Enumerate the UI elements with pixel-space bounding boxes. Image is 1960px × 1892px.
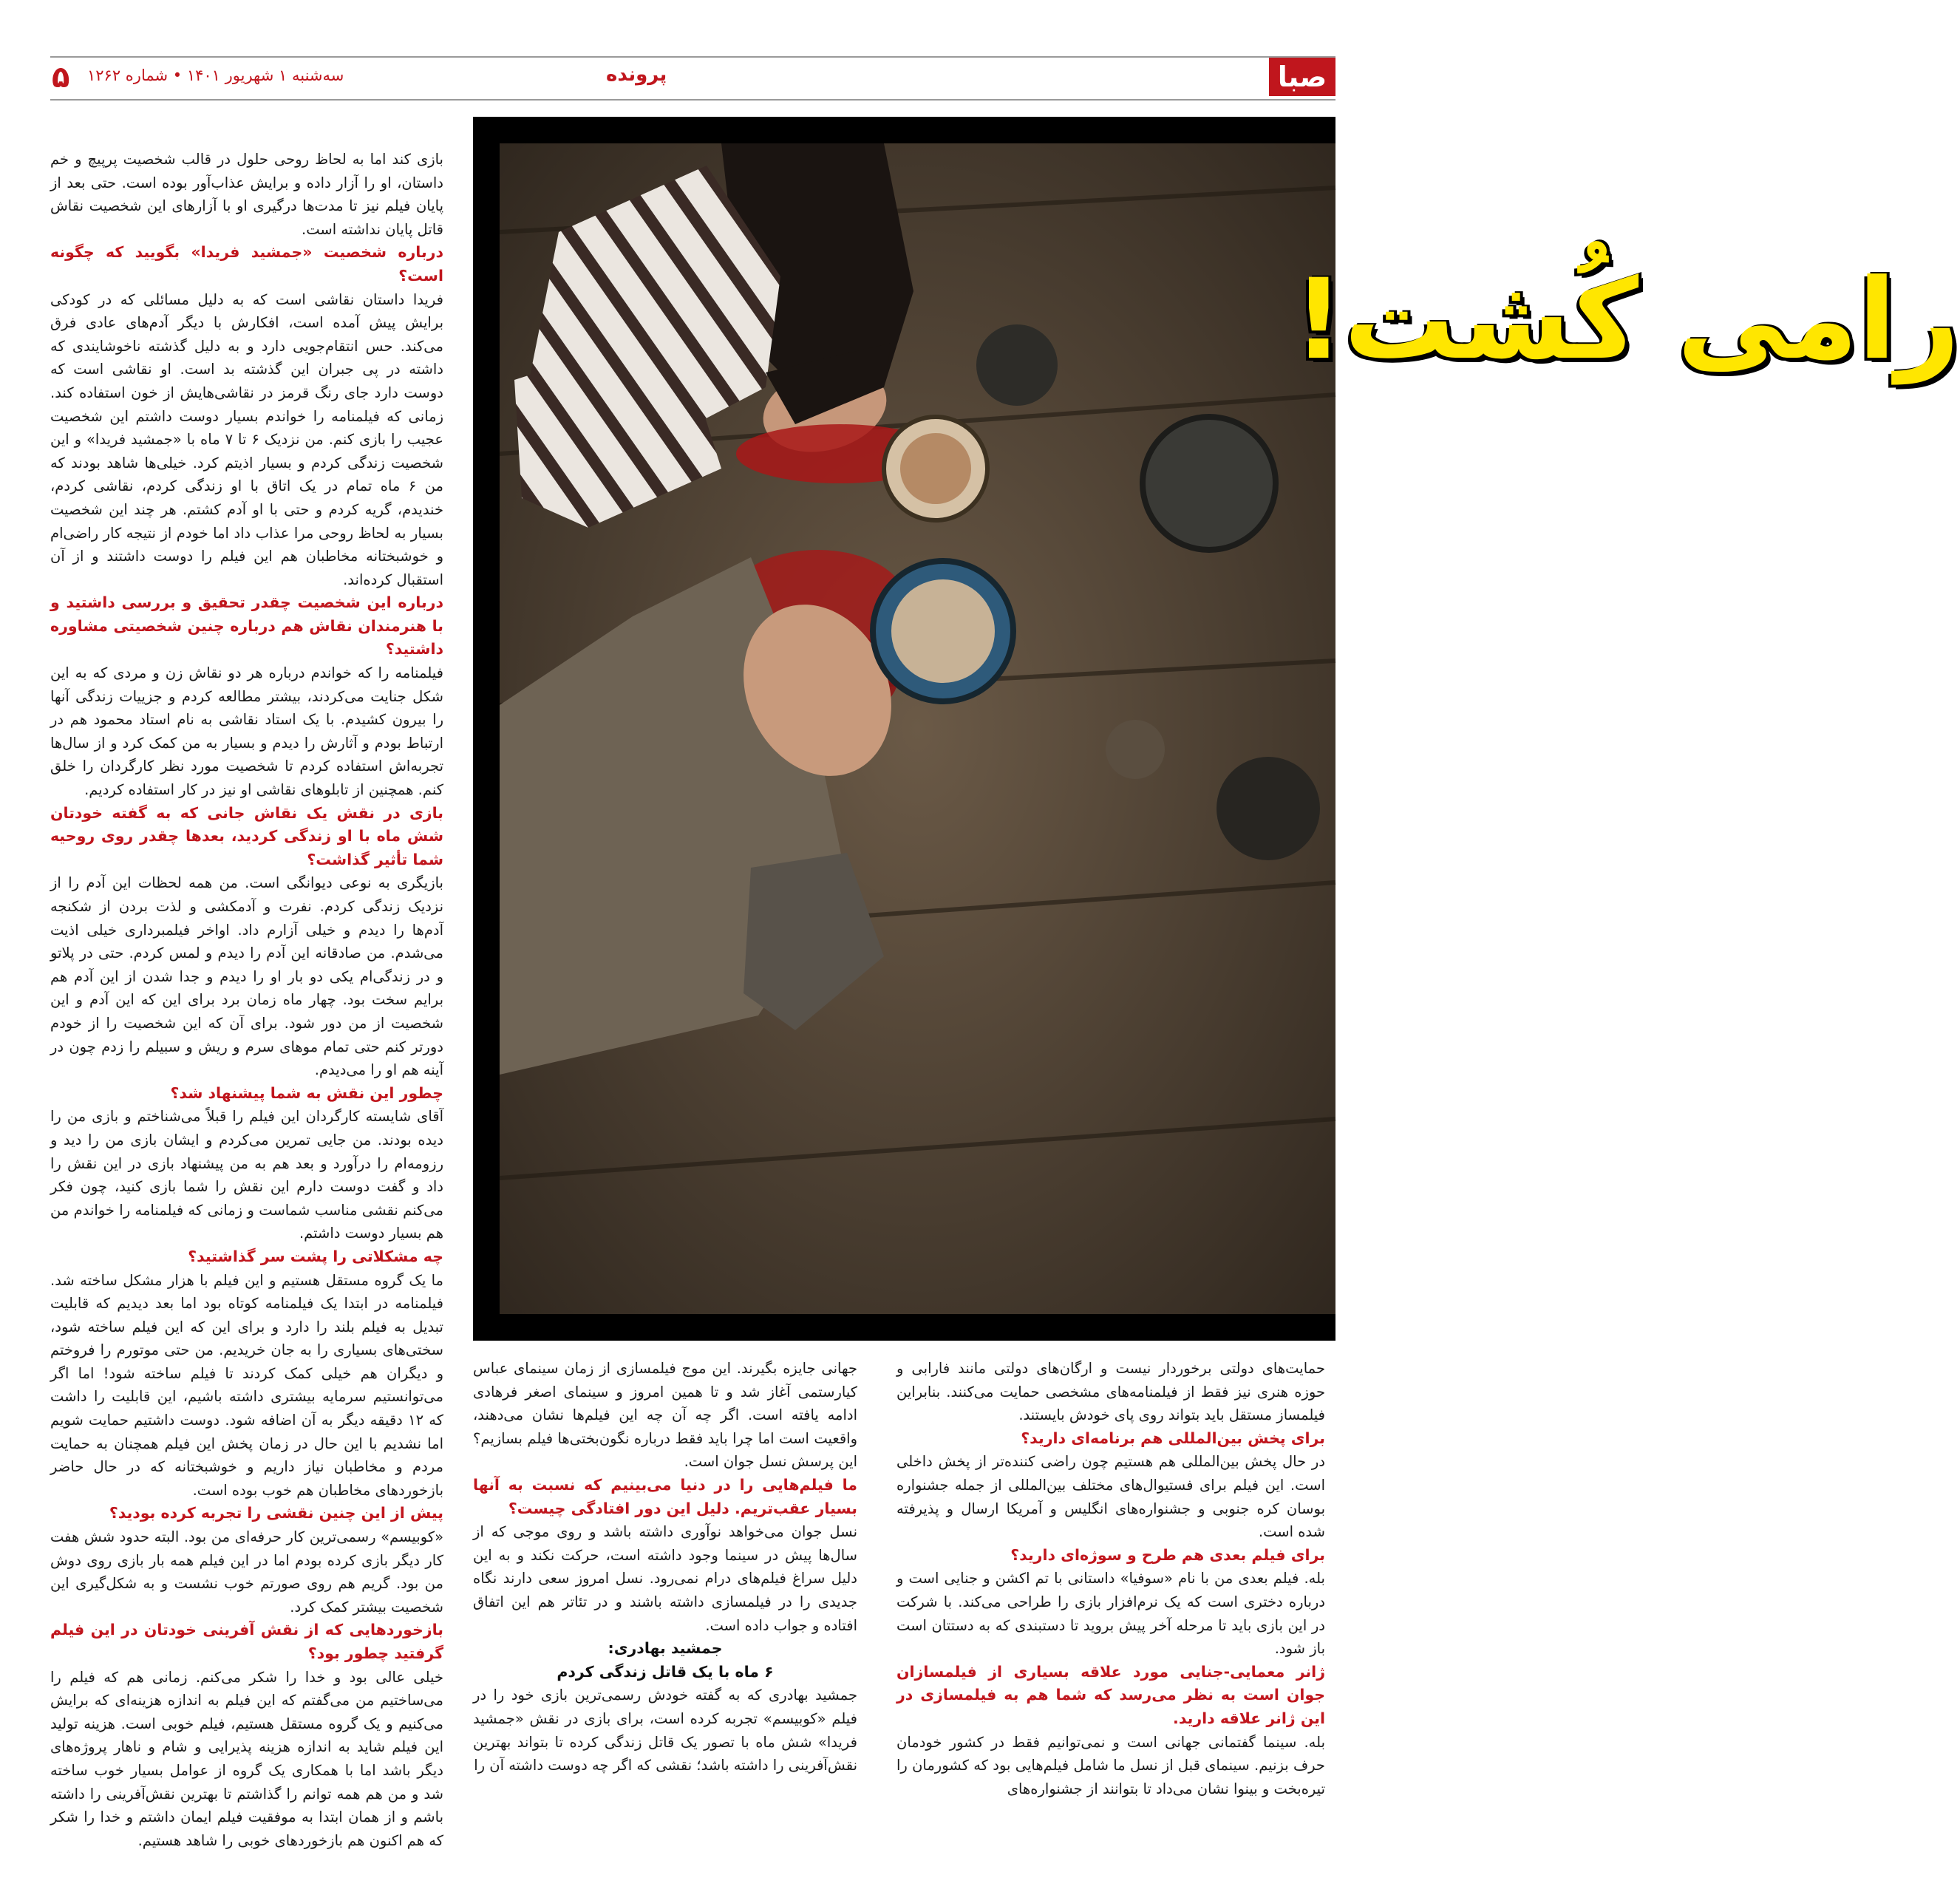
body-paragraph: فیلمنامه را که خواندم درباره هر دو نقاش زن و مردی که به این شکل جنایت می‌کردند، بیشتر مطالعه کردم و جزییات زندگی آنها را بیرون کشیدم. با یک استاد نقاشی به نام استاد محمود هم در ارتباط بودم و آثارش را دیدم و بسیار به من کمک کرد و از سال‌ها تجربه‌اش استفاده کردم تا شخصیت مورد نظر کارگردان را خلق کنم. همچنین از تابلوهای نقاشی او نیز در کار استفاده کردیم. [50,664,443,799]
body-paragraph: خیلی عالی بود و خدا را شکر می‌کنم. زمانی هم که فیلم را می‌ساختیم من می‌گفتم که این فیلم به اندازه هزینه‌ای که برایش می‌کنیم و یک گروه مستقل هستیم، فیلم خوبی است. هزینه تولید این فیلم شاید به اندازه هزینه پذیرایی و شام و ناهار پروژه‌های دیگر باشد اما با همکاری یک گروه از عوامل بسیار خوب ساخته شد و من هم همه توانم را گذاشتم تا بهترین نقش‌آفرینی را داشته باشم و از همان ابتدا به موفقیت فیلم ایمان داشتم و خدا را شکر که هم اکنون هم بازخوردهای خوبی را شاهد هستیم. [50,1668,443,1849]
body-paragraph: بله. سینما گفتمانی جهانی است و نمی‌توانیم فقط در کشور خودمان حرف بزنیم. سینمای قبل از نسل ما شامل فیلم‌هایی بود که کشورمان را تیره‌بخت و بینوا نشان می‌داد تا بتوانند از جشنواره‌های [896,1733,1325,1797]
body-paragraph: فریدا داستان نقاشی است که به دلیل مسائلی که در کودکی برایش پیش آمده است، افکارش با دیگر آدم‌های عادی فرق می‌کند. حس انتقام‌جویی دارد و به دلیل گذشته ناخوشایندی که داشته در پی جبران این گذشته بد است. او نقاشی است که دوست دارد جای رنگ قرمز در نقاشی‌هایش از خون استفاده کند. زمانی که فیلمنامه را خواندم بسیار دوست داشتم این شخصیت عجیب را بازی کنم. من نزدیک ۶ تا ۷ ماه با «جمشید فریدا» و این شخصیت زندگی کردم و بسیار اذیتم کرد. خیلی‌ها شاهد بودند که من ۶ ماه تمام در یک اتاق با او زندگی کردم، نقاشی کردم، خندیدم، گریه کردم و حتی با او آدم کشتم. هر چند این شخصیت بسیار به لحاظ روحی مرا عذاب داد اما خودم از نتیجه کار راضی‌ام و خوشبختانه مخاطبان هم این فیلم را دوست داشتند و از آن استقبال کرده‌اند. [50,290,443,588]
headline-text: رامی کُشت! [1293,256,1960,384]
body-paragraph: حمایت‌های دولتی برخوردار نیست و ارگان‌های دولتی مانند فارابی و حوزه هنری نیز فقط از فیلمنامه‌های مشخصی حمایت می‌کنند. بنابراین فیلمساز مستقل باید بتواند روی پای خودش بایستند. [896,1360,1325,1424]
section-title: پرونده [606,64,667,86]
question-heading: چه مشکلاتی را پشت سر گذاشتید؟ [188,1247,443,1265]
question-heading: پیش از این چنین نقشی را تجربه کرده بودید؟ [109,1504,443,1522]
article-column-middle [473,1357,857,1874]
body-paragraph: جمشید بهادری که به گفته خودش رسمی‌ترین بازی خود را در فیلم «کوبیسم» تجربه کرده است، برای بازی در نقش «جمشید فریدا» شش ماه با تصور یک قاتل زندگی کرده تا بتواند بهترین نقش‌آفرینی را داشته باشد؛ نقشی که اگر چه دوست داشته آن را [473,1687,857,1774]
article-column-right [896,1357,1325,1874]
header-bottom-rule [50,99,1335,101]
question-heading: بازخوردهایی که از نقش آفرینی خودتان در این فیلم گرفتید چطور بود؟ [50,1621,443,1662]
issue-dateline: سه‌شنبه ۱ شهریور ۱۴۰۱ • شماره ۱۲۶۲ [87,67,344,84]
body-paragraph: بله. فیلم بعدی من با نام «سوفیا» داستانی با تم اکشن و جنایی است و درباره دختری است که یک نرم‌افزار بازی را طراحی می‌کند. با شرکت در این بازی باید تا مرحله آخر پیش بروید تا دستبندی که به دستتان است باز شود. [896,1570,1325,1658]
question-heading: درباره شخصیت «جمشید فریدا» بگویید که چگونه است؟ [50,243,443,285]
question-heading: درباره این شخصیت چقدر تحقیق و بررسی داشتید و با هنرمندان نقاش هم درباره چنین شخصیتی مشاوره داشتید؟ [50,593,443,659]
newspaper-logo: صبا [1269,58,1335,96]
question-heading: ژانر معمایی-جنایی مورد علاقه بسیاری از فیلمسازان جوان است به نظر می‌رسد که شما هم به فیلمسازی در این ژانر علاقه دارید. [896,1662,1325,1727]
body-paragraph: بازی کند اما به لحاظ روحی حلول در قالب شخصیت پرپیچ و خم داستان، او را آزار داده و برایش عذاب‌آور بوده است. حتی بعد از پایان فیلم نیز تا مدت‌ها درگیری او با آزارهای این شخصیت نقاش قاتل پایان نداشته است. [50,151,443,238]
question-heading: برای پخش بین‌المللی هم برنامه‌ای دارید؟ [1021,1429,1325,1447]
question-heading: برای فیلم بعدی هم طرح و سوژه‌ای دارید؟ [1010,1545,1325,1564]
body-paragraph: ما یک گروه مستقل هستیم و این فیلم با هزار مشکل ساخته شد. فیلمنامه در ابتدا یک فیلمنامه کوتاه بود اما بعد دیدیم که قابلیت تبدیل به فیلم بلند را دارد و برای این که این فیلم ساخته شود، سختی‌های بسیاری را به جان خریدیم. من حتی موتورم را فروختم و دیگران هم خیلی کمک کردند تا فیلم ساخته شود! اما اگر می‌توانستیم سرمایه بیشتری داشته باشیم، این قابلیت را داشت که ۱۲ دقیقه دیگر به آن اضافه شود. دوست داشتیم حمایت شویم اما نشدیم با این حال در زمان پخش این فیلم همچنان به حمایت مردم و مخاطبان نیاز داریم و خوشبختانه که در حال حاضر بازخوردهای مخاطبان هم خوب بوده است. [50,1271,444,1499]
body-paragraph: در حال پخش بین‌المللی هم هستیم چون راضی کننده‌تر از پخش داخلی است. این فیلم برای فستیوال‌های مختلف بین‌المللی از جمله جشنواره بوسان کره جنوبی و جشنواره‌های انگلیس و آمریکا ارسال و پذیرفته شده است. [896,1453,1325,1541]
header-top-rule [50,56,1335,58]
article-column-left [50,148,443,1877]
body-paragraph: «کوبیسم» رسمی‌ترین کار حرفه‌ای من بود. البته حدود شش هفت کار دیگر بازی کرده بودم اما در این فیلم همه بار بازی روی دوش من بود. گریم هم روی صورتم خوب نشست و به شکل‌گیری این شخصیت بیشتر کمک کرد. [50,1528,443,1616]
film-still-frame [473,117,1960,1341]
question-heading: ما فیلم‌هایی را در دنیا می‌بینیم که نسبت به آنها بسیار عقب‌تریم. دلیل این دور افتادگی چیست؟ [473,1475,857,1517]
body-paragraph: جهانی جایزه بگیرند. این موج فیلمسازی از زمان سینمای عباس کیارستمی آغاز شد و تا همین امروز و سینمای اصغر فرهادی ادامه یافته است. اگر چه آن چه این فیلم‌ها نشان می‌دهند، واقعیت است اما چرا باید فقط درباره نگون‌بختی‌ها فیلم بسازیم؟ این پرسش نسل جوان است. [473,1360,857,1471]
question-heading: چطور این نقش به شما پیشنهاد شد؟ [170,1083,443,1102]
question-heading: بازی در نقش یک نقاش جانی که به گفته خودتان شش ماه با او زندگی کردید، بعدها چقدر روی روحیه شما تأثیر گذاشت؟ [50,803,443,868]
film-still-photo [500,143,1335,1314]
subheading: ۶ ماه با یک قاتل زندگی کردم [557,1662,774,1681]
body-paragraph: نسل جوان می‌خواهد نوآوری داشته باشد و روی موجی که از سال‌ها پیش در سینما وجود داشته است، حرکت نکند و به این دلیل سراغ فیلم‌های درام نمی‌رود. نسل امروز سعی دارند نگاه جدیدی را در فیلمسازی داشته باشند و در تئاتر هم این اتفاق افتاده و جواب داده است. [473,1523,857,1634]
subheading: جمشید بهادری: [608,1639,723,1658]
page-header [0,0,1335,103]
body-paragraph: آقای شایسته کارگردان این فیلم را قبلاً می‌شناختم و بازی من را دیده بودند. من جایی تمرین می‌کردم و ایشان بازی من را دید و رزومه‌ام را درآورد و بعد هم به من پیشنهاد بازی در این نقش را داد و گفت دوست دارم این نقش را شما بازی کنید، چون فکر می‌کنم نقشی مناسب شماست و زمانی که فیلمنامه را خواندم من هم بسیار دوست داشتم. [50,1108,443,1242]
body-paragraph: بازیگری به نوعی دیوانگی است. من همه لحظات این آدم را از نزدیک زندگی کردم. نفرت و آدمکشی و لذت بردن از شکنجه آدم‌ها را دیدم و خیلی آزارم داد. اواخر فیلمبرداری خیلی اذیت می‌شدم. من صادقانه این آدم را دیدم و لمس کردم. حتی در پلاتو و در زندگی‌ام یکی دو بار او را دیدم و جدا شدن از این آدم هم برایم سخت بود. چهار ماه زمان برد برای این که این آدم و این شخصیت از من دور شود. برای آن که این شخصیت را از خودم دور‌تر کنم حتی تمام موهای سرم و ریش و سبیلم را زدم چون در آینه هم او را می‌دیدم. [50,874,443,1079]
page-number: ۵ [52,61,70,95]
